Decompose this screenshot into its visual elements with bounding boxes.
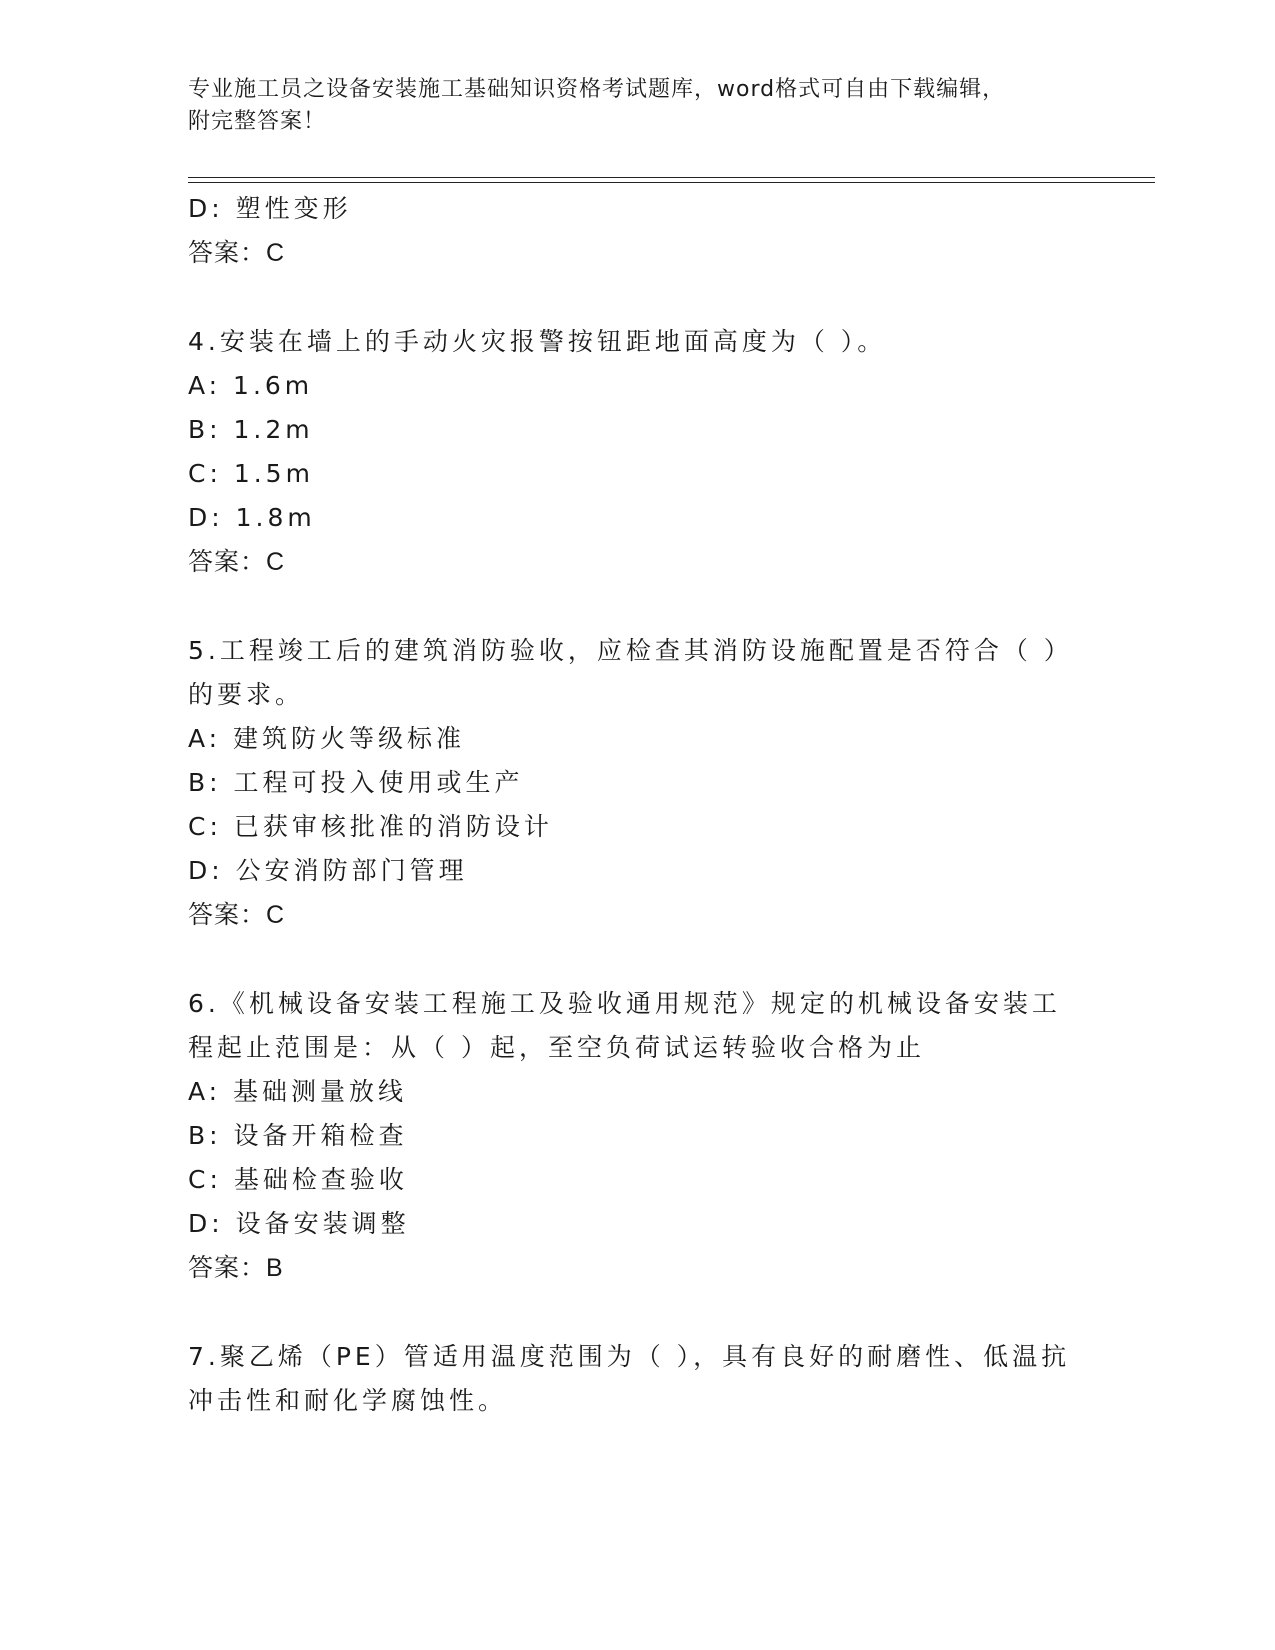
- q7-stem-line-1: 7.聚乙烯（PE）管适用温度范围为（ ），具有良好的耐磨性、低温抗: [188, 1342, 1071, 1371]
- q3-option-d: D: 塑性变形: [188, 194, 352, 223]
- header-title-line-1: 专业施工员之设备安装施工基础知识资格考试题库，word格式可自由下载编辑，: [188, 77, 1006, 102]
- q4-option-c: C: 1.5m: [188, 459, 314, 488]
- q4-option-b: B: 1.2m: [188, 415, 314, 444]
- q4-answer: 答案：C: [188, 548, 286, 576]
- header-divider-bottom: [188, 182, 1155, 183]
- q5-answer: 答案：C: [188, 901, 286, 929]
- q6-option-d: D: 设备安装调整: [188, 1209, 410, 1238]
- q5-stem-line-2: 的要求。: [188, 680, 305, 709]
- q6-option-c: C: 基础检查验收: [188, 1165, 408, 1194]
- q6-option-b: B: 设备开箱检查: [188, 1121, 408, 1150]
- q6-stem-line-2: 程起止范围是：从（ ）起，至空负荷试运转验收合格为止: [188, 1033, 925, 1062]
- q5-option-a: A: 建筑防火等级标准: [188, 724, 466, 753]
- q5-option-b: B: 工程可投入使用或生产: [188, 768, 524, 797]
- header-title-line-2: 附完整答案！: [188, 109, 327, 134]
- q6-answer: 答案：B: [188, 1254, 284, 1282]
- q3-answer: 答案：C: [188, 239, 286, 267]
- q6-option-a: A: 基础测量放线: [188, 1077, 408, 1106]
- q6-stem-line-1: 6.《机械设备安装工程施工及验收通用规范》规定的机械设备安装工: [188, 989, 1061, 1018]
- document-header: [188, 74, 1088, 138]
- q4-stem: 4.安装在墙上的手动火灾报警按钮距地面高度为（ ）。: [188, 327, 887, 356]
- q5-option-c: C: 已获审核批准的消防设计: [188, 812, 553, 841]
- q5-stem-line-1: 5.工程竣工后的建筑消防验收，应检查其消防设施配置是否符合（ ）: [188, 636, 1073, 665]
- q4-option-d: D: 1.8m: [188, 503, 316, 532]
- q4-option-a: A: 1.6m: [188, 371, 314, 400]
- header-divider-top: [188, 177, 1155, 178]
- q7-stem-line-2: 冲击性和耐化学腐蚀性。: [188, 1386, 508, 1415]
- q5-option-d: D: 公安消防部门管理: [188, 856, 468, 885]
